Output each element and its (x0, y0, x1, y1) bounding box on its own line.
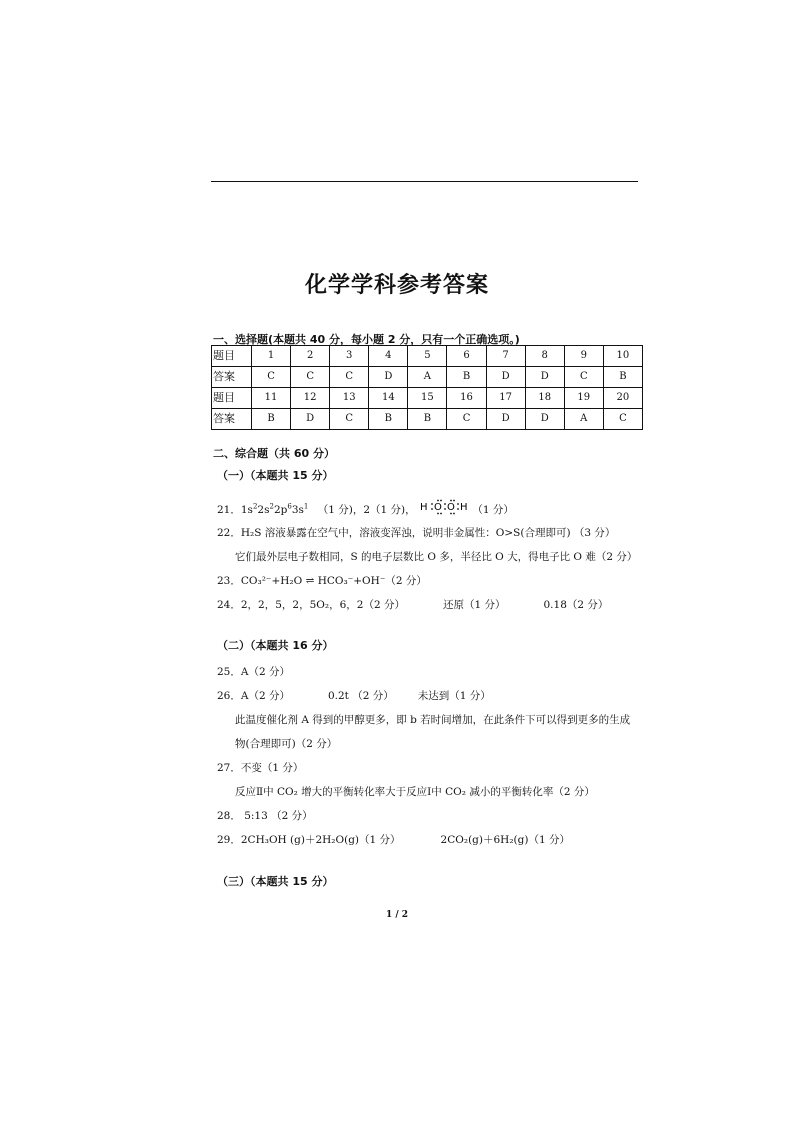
atom-o: O (447, 502, 455, 513)
row-label: 答案 (212, 367, 252, 388)
table-cell: C (603, 409, 642, 430)
table-cell: D (369, 367, 408, 388)
row-label: 答案 (212, 409, 252, 430)
table-cell: A (564, 409, 603, 430)
table-cell: C (252, 367, 291, 388)
table-row (212, 409, 643, 430)
table-cell: D (291, 409, 330, 430)
table-cell: B (252, 409, 291, 430)
table-cell: 2 (291, 346, 330, 367)
table-cell: 11 (252, 388, 291, 409)
answer-27-explanation: 反应Ⅱ中 CO₂ 增大的平衡转化率大于反应Ⅰ中 CO₂ 减小的平衡转化率（2 分） (235, 786, 595, 798)
part3-heading: （三）（本题共 15 分） (217, 875, 334, 888)
table-cell: 14 (369, 388, 408, 409)
atom-h: H (460, 502, 468, 513)
table-cell: 19 (564, 388, 603, 409)
h2o2-electron-dot-structure (419, 499, 469, 515)
answer-22-line1: 22．H₂S 溶液暴露在空气中，溶液变浑浊，说明非金属性：O>S(合理即可) （3 分） (217, 527, 616, 539)
row-label: 题目 (212, 388, 252, 409)
row-label: 题目 (212, 346, 252, 367)
table-cell: 3 (330, 346, 369, 367)
answer-table (211, 345, 643, 430)
table-cell: 7 (486, 346, 525, 367)
table-cell: 15 (408, 388, 447, 409)
part2-heading: （二）（本题共 16 分） (217, 639, 334, 652)
answer-27: 27．不变（1 分） (217, 762, 304, 774)
table-cell: 13 (330, 388, 369, 409)
table-cell: D (486, 409, 525, 430)
table-cell: D (525, 367, 564, 388)
table-row (212, 388, 643, 409)
atom-h: H (420, 502, 428, 513)
table-cell: 6 (447, 346, 486, 367)
table-cell: 8 (525, 346, 564, 367)
table-cell: 1 (252, 346, 291, 367)
table-cell: 10 (603, 346, 642, 367)
answer-24: 24．2，2，5，2，5O₂，6，2（2 分） 还原（1 分） 0.18（2 分） (217, 599, 609, 611)
table-cell: 9 (564, 346, 603, 367)
table-cell: B (603, 367, 642, 388)
page-title: 化学学科参考答案 (304, 273, 489, 298)
answer-29: 29．2CH₃OH (g)＋2H₂O(g)（1 分） 2CO₂(g)＋6H₂(g)（1 分） (217, 834, 570, 846)
answer-26-explanation-2: 物(合理即可)（2 分） (235, 738, 338, 750)
atom-o: O (434, 502, 442, 513)
table-cell: 17 (486, 388, 525, 409)
header-rule (211, 181, 638, 182)
table-cell: 16 (447, 388, 486, 409)
table-cell: B (447, 367, 486, 388)
table-cell: 4 (369, 346, 408, 367)
table-cell: 20 (603, 388, 642, 409)
table-cell: A (408, 367, 447, 388)
answer-25: 25．A（2 分） (217, 666, 290, 678)
table-row (212, 367, 643, 388)
table-cell: B (408, 409, 447, 430)
table-row (212, 346, 643, 367)
table-cell: B (369, 409, 408, 430)
table-cell: C (330, 409, 369, 430)
section1-heading: 一、选择题(本题共 40 分，每小题 2 分，只有一个正确选项。) (213, 333, 520, 346)
part1-heading: （一）（本题共 15 分） (217, 469, 334, 482)
table-cell: C (564, 367, 603, 388)
table-cell: 12 (291, 388, 330, 409)
answer-23: 23．CO₃²⁻+H₂O ⇌ HCO₃⁻+OH⁻（2 分） (217, 575, 427, 587)
page-number: 1 / 2 (385, 910, 409, 920)
table-cell: C (291, 367, 330, 388)
table-cell: C (447, 409, 486, 430)
answer-22-line2: 它们最外层电子数相同，S 的电子层数比 O 多，半径比 O 大，得电子比 O 难（2 分） (235, 551, 638, 563)
answer-21: 21．$1s^22s^22p^63s^1$ （1 分)，2（1 分)， H O O H （1 分） (217, 499, 514, 517)
table-cell: D (486, 367, 525, 388)
answer-26: 26．A（2 分） 0.2t （2 分） 未达到（1 分） (217, 690, 491, 702)
table-cell: D (525, 409, 564, 430)
answer-26-explanation-1: 此温度催化剂 A 得到的甲醇更多，即 b 若时间增加，在此条件下可以得到更多的生成 (235, 714, 631, 726)
table-cell: 18 (525, 388, 564, 409)
section2-heading: 二、综合题（共 60 分） (213, 447, 335, 460)
answer-28: 28． 5:13 （2 分） (217, 810, 313, 822)
table-cell: 5 (408, 346, 447, 367)
table-cell: C (330, 367, 369, 388)
